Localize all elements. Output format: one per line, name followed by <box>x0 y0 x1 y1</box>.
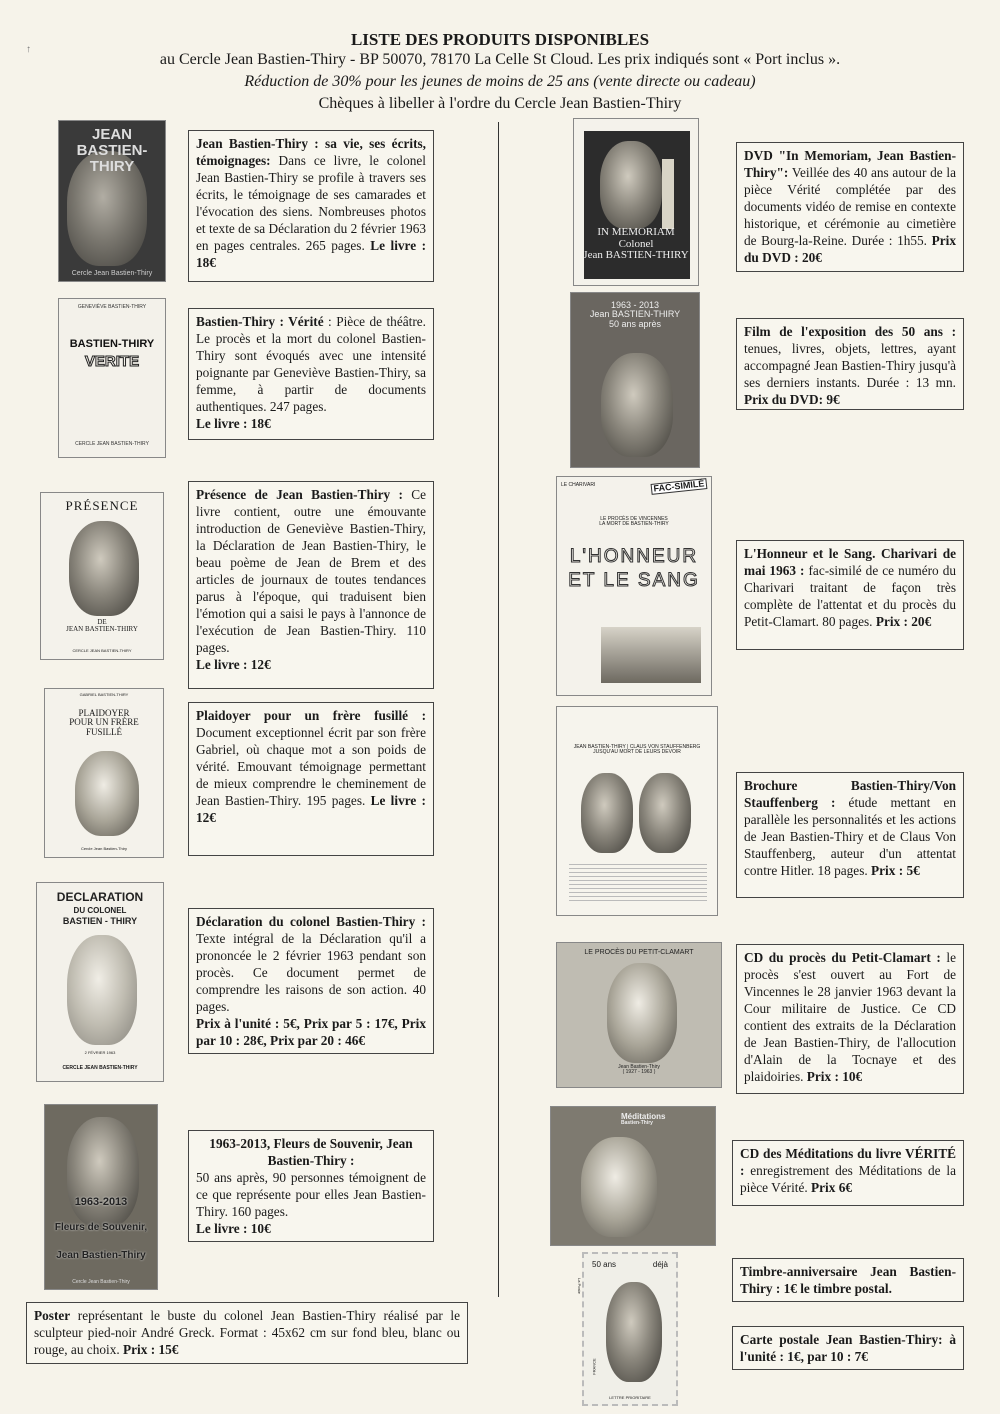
product-price: Prix : 5€ <box>871 863 920 878</box>
product-title: L'Honneur et le Sang. Charivari de mai 1963 : <box>744 546 956 578</box>
column-divider <box>498 122 499 1297</box>
product-price: Le livre : 12€ <box>196 793 426 825</box>
cd-cover-petit-clamart <box>556 942 722 1088</box>
discount-line: Réduction de 30% pour les jeunes de moins de 25 ans (vente directe ou cadeau) <box>244 73 756 90</box>
portrait-image <box>606 1282 662 1382</box>
portrait-image <box>581 1137 657 1237</box>
product-title: Jean Bastien-Thiry : sa vie, ses écrits, témoignages: <box>196 136 426 168</box>
cover-title-line: Jean BASTIEN-THIRY <box>583 249 689 262</box>
product-title: Plaidoyer pour un frère fusillé : <box>196 708 426 723</box>
product-description: Document exceptionnel écrit par son frère Gabriel, où chaque mot a son poids de vérité. Emouvant témoignage permettant de mieux comprendre le cheminement de Jean Bastien-Thiry. 195 pages. <box>196 725 426 808</box>
cheque-line: Chèques à libeller à l'ordre du Cercle Jean Bastien-Thiry <box>318 95 682 112</box>
cover-title-line: Colonel <box>618 237 654 250</box>
cover-footer: CERCLE JEAN BASTIEN-THIRY <box>62 1064 138 1071</box>
cover-title-line: BASTIEN - THIRY <box>62 916 138 926</box>
product-price: Le livre : 12€ <box>196 657 271 672</box>
cover-title-line: IN MEMORIAM <box>597 226 675 238</box>
stamp-image <box>577 1252 678 1406</box>
book-cover-sa-vie <box>58 120 166 282</box>
cover-title-line: Jean Bastien-Thiry <box>56 1250 146 1261</box>
book-cover-fleurs <box>44 1104 158 1290</box>
book-cover-plaidoyer <box>44 688 164 858</box>
cover-title-line: LE PROCÈS DU PETIT-CLAMART <box>584 949 694 956</box>
product-title: Bastien-Thiry : Vérité <box>196 314 324 329</box>
page-title: LISTE DES PRODUITS DISPONIBLES <box>350 30 650 49</box>
cover-title-line: BASTIEN-THIRY <box>69 338 155 350</box>
product-poster <box>26 1302 468 1364</box>
product-description: Texte intégral de la Déclaration qu'il a prononcée le 2 février 1963 pendant son procès. Ce document permet de comprendre les raisons de son action. 40 pages. <box>196 931 426 1014</box>
product-description: Veillée des 40 ans autour de la pièce Vérité complétée par des documents vidéo de remise en contexte historique, et cérémonie au cimetière de Bourg-la-Reine. Durée : 1h55. <box>744 165 956 248</box>
cover-title-line: VERITE <box>84 353 140 370</box>
portrait-image <box>607 963 677 1063</box>
cover-text-line: LE PROCÈS DE VINCENNES <box>600 516 668 522</box>
product-film-exposition <box>736 318 964 410</box>
product-price: Le livre : 10€ <box>196 1221 271 1236</box>
scan-mark: ↑ <box>26 44 31 55</box>
dvd-cover-in-memoriam <box>573 118 699 286</box>
cover-footer: Cercle Jean Bastien-Thiry <box>71 269 153 277</box>
candle-image <box>662 159 674 229</box>
product-sa-vie <box>188 130 434 282</box>
portrait-image <box>600 141 662 229</box>
product-price: 1€ le timbre postal. <box>783 1281 892 1296</box>
product-description: Dans ce livre, le colonel Jean Bastien-Thiry se profile à travers ses écrits, le témoignage de ses camarades et l'évocation des siens. Nombreuses photos et texte de sa Déclaration du 2 février 1963 en pages centrales. 265 pages. <box>196 153 426 253</box>
product-price: Prix à l'unité : 5€, Prix par 5 : 17€, Prix par 10 : 28€, Prix par 20 : 46€ <box>196 1016 426 1048</box>
product-title: Poster <box>34 1308 71 1323</box>
product-charivari <box>736 540 964 650</box>
cover-title-line: PLAIDOYER <box>78 708 130 718</box>
cover-footer: Cercle Jean Bastien-Thiry <box>80 845 128 851</box>
product-carte-postale <box>732 1326 964 1370</box>
product-declaration <box>188 908 434 1054</box>
product-dvd-in-memoriam <box>736 142 964 272</box>
cover-date: 2 FÉVRIER 1963 <box>84 1050 116 1055</box>
stamp-text: FRANCE <box>591 1358 597 1375</box>
portrait-image <box>75 751 139 836</box>
cover-text-line: DE <box>97 618 107 626</box>
product-brochure <box>736 772 964 898</box>
cover-title-line: Bastien-Thiry <box>621 1120 653 1127</box>
cover-footer: Cercle Jean Bastien-Thiry <box>72 1278 130 1285</box>
stamp-text: 50 ans <box>592 1260 617 1269</box>
portrait-image <box>67 935 137 1045</box>
product-title: CD des Méditations du livre VÉRITÉ : <box>740 1146 956 1178</box>
product-description: Ce livre contient, outre une émouvante introduction de Geneviève Bastien-Thiry, la Déclaration de Jean Bastien-Thiry, le beau poème de Jean de Brem et des articles de journaux de toutes tendances parus à l'époque, qui traduisent bien l'émotion qui a saisi le pays à l'annonce de l'exécution de Jean Bastien-Thiry. 110 pages. <box>196 487 426 655</box>
product-description: fac-similé de ce numéro du Charivari traitant de façon très complète de l'attentat et du procès du Petit-Clamart. 80 pages. <box>744 563 956 629</box>
product-presence <box>188 481 434 689</box>
text-lines <box>569 861 707 901</box>
product-price: Prix 6€ <box>811 1180 853 1195</box>
product-price: Le livre : 18€ <box>196 416 271 431</box>
cover-title-line: THIRY <box>89 157 135 175</box>
cover-footer: CERCLE JEAN BASTIEN-THIRY <box>75 440 149 447</box>
photo-image <box>601 627 701 683</box>
cover-title-line: FUSILLÉ <box>86 726 122 737</box>
stamp-text: La Poste <box>577 1278 582 1294</box>
product-description: enregistrement des Méditations de la pièce Vérité. <box>740 1163 956 1195</box>
cover-title-line: Méditations <box>621 1112 666 1121</box>
product-cd-meditations <box>732 1140 964 1206</box>
cover-text-line: Jean Bastien-Thiry <box>618 1064 660 1070</box>
product-title: Carte postale Jean Bastien-Thiry: <box>740 1332 943 1347</box>
magazine-cover-charivari <box>556 476 712 696</box>
product-timbre <box>732 1258 964 1302</box>
cover-author: GENEVIÈVE BASTIEN-THIRY <box>77 304 147 310</box>
stamp-text: déjà <box>652 1260 668 1269</box>
cover-text-line: ( 1927 - 1963 ) <box>622 1069 656 1076</box>
cover-text-line: JEAN BASTIEN-THIRY | CLAUS VON STAUFFENBERG <box>573 744 701 750</box>
product-description: étude mettant en parallèle les personnalités et les actions de Jean Bastien-Thiry et de Claus Von Stauffenberg, auteur d'un attentat contre Hitler. 18 pages. <box>744 795 956 878</box>
cover-title-line: 1963 - 2013 <box>610 300 660 310</box>
dvd-cover-exposition <box>570 292 700 468</box>
book-cover-verite <box>58 298 166 458</box>
book-cover-presence <box>40 492 164 660</box>
cover-text-line: JUSQU'AU MORT DE LEURS DEVOIR <box>593 749 681 756</box>
brochure-cover-stauffenberg <box>556 706 718 916</box>
cover-title-line: PRÉSENCE <box>65 498 139 513</box>
cover-author: GABRIEL BASTIEN-THIRY <box>79 692 129 697</box>
cover-title-line: JEAN <box>91 126 132 143</box>
product-description: tenues, livres, objets, lettres, ayant accompagné Jean Bastien-Thiry jusqu'à ses derniers instants. Durée : 13 mn. <box>744 341 956 390</box>
product-price: Prix du DVD : 20€ <box>744 233 956 265</box>
product-price: Prix du DVD: 9€ <box>744 392 840 407</box>
cover-title-line: POUR UN FRÈRE <box>69 717 139 728</box>
product-title: DVD "In Memoriam, Jean Bastien-Thiry": <box>744 148 956 180</box>
product-description: le procès s'est ouvert au Fort de Vincennes le 28 janvier 1963 devant la Cour militaire de Justice. Ce CD contient des extraits de la Déclaration de Jean Bastien-Thiry, de l'allocution d'Alain de la Tocnaye et des plaidoiries. <box>744 950 956 1084</box>
cover-text-line: LA MORT DE BASTIEN-THIRY <box>599 521 669 528</box>
product-price: Prix : 10€ <box>806 1069 863 1084</box>
product-price: Prix : 20€ <box>875 614 932 629</box>
product-plaidoyer <box>188 702 434 856</box>
product-description: 50 ans après, 90 personnes témoignent de ce que représente pour elles Jean Bastien-Thiry. 160 pages. <box>196 1170 426 1219</box>
address-line: au Cercle Jean Bastien-Thiry - BP 50070, 78170 La Celle St Cloud. Les prix indiqués sont « Port inclus ». <box>159 51 841 68</box>
product-fleurs <box>188 1130 434 1242</box>
product-title: 1963-2013, Fleurs de Souvenir, Jean Bastien-Thiry : <box>209 1136 413 1168</box>
product-title: CD du procès du Petit-Clamart : <box>744 950 941 965</box>
cover-title-line: 50 ans après <box>608 318 662 329</box>
product-description: représentant le buste du colonel Jean Bastien-Thiry réalisé par le sculpteur pied-noir André Greck. Format : 45x62 cm sur fond bleu, blanc ou rouge, au choix. <box>34 1308 460 1357</box>
cover-title-line: DU COLONEL <box>73 906 127 915</box>
product-title: Timbre-anniversaire Jean Bastien-Thiry : <box>740 1264 956 1296</box>
cover-title-line: L'HONNEUR <box>569 546 699 567</box>
product-title: Film de l'exposition des 50 ans : <box>744 324 956 339</box>
portrait-bastien-thiry <box>581 773 633 853</box>
cover-footer: CERCLE JEAN BASTIEN-THIRY <box>72 647 132 653</box>
cover-title-line: DECLARATION <box>56 890 144 904</box>
cover-title-line: BASTIEN- <box>76 141 148 159</box>
portrait-stauffenberg <box>639 773 691 853</box>
product-title: Présence de Jean Bastien-Thiry : <box>196 487 403 502</box>
bust-image <box>67 1117 139 1227</box>
cover-masthead: LE CHARIVARI <box>561 482 596 488</box>
book-cover-declaration <box>36 882 164 1082</box>
cover-title-line: Jean BASTIEN-THIRY <box>589 309 681 320</box>
product-price: à l'unité : 1€, par 10 : 7€ <box>740 1332 957 1364</box>
product-title: Déclaration du colonel Bastien-Thiry : <box>196 914 426 929</box>
product-title: Brochure Bastien-Thiry/Von Stauffenberg : <box>744 778 956 810</box>
product-price: Le livre : 18€ <box>196 238 426 270</box>
product-cd-petit-clamart <box>736 944 964 1094</box>
cover-title-line: 1963-2013 <box>74 1196 128 1208</box>
cd-cover-meditations <box>550 1106 716 1246</box>
product-verite <box>188 308 434 440</box>
portrait-image <box>601 353 673 457</box>
facsimile-badge: FAC-SIMILÉ <box>651 478 708 495</box>
cover-title-line: ET LE SANG <box>568 569 700 591</box>
stamp-text: LETTRE PRIORITAIRE <box>609 1395 651 1400</box>
portrait-image <box>69 521 139 616</box>
product-description: : Pièce de théâtre. Le procès et la mort du colonel Bastien-Thiry sont évoqués avec une intensité poignante par Geneviève Bastien-Thiry, sa femme, à partir de documents authentiques. 247 pages. <box>196 314 426 414</box>
product-price: Prix : 15€ <box>123 1342 179 1357</box>
cover-text-line: JEAN BASTIEN-THIRY <box>66 625 138 634</box>
cover-title-line: Fleurs de Souvenir, <box>54 1222 148 1233</box>
